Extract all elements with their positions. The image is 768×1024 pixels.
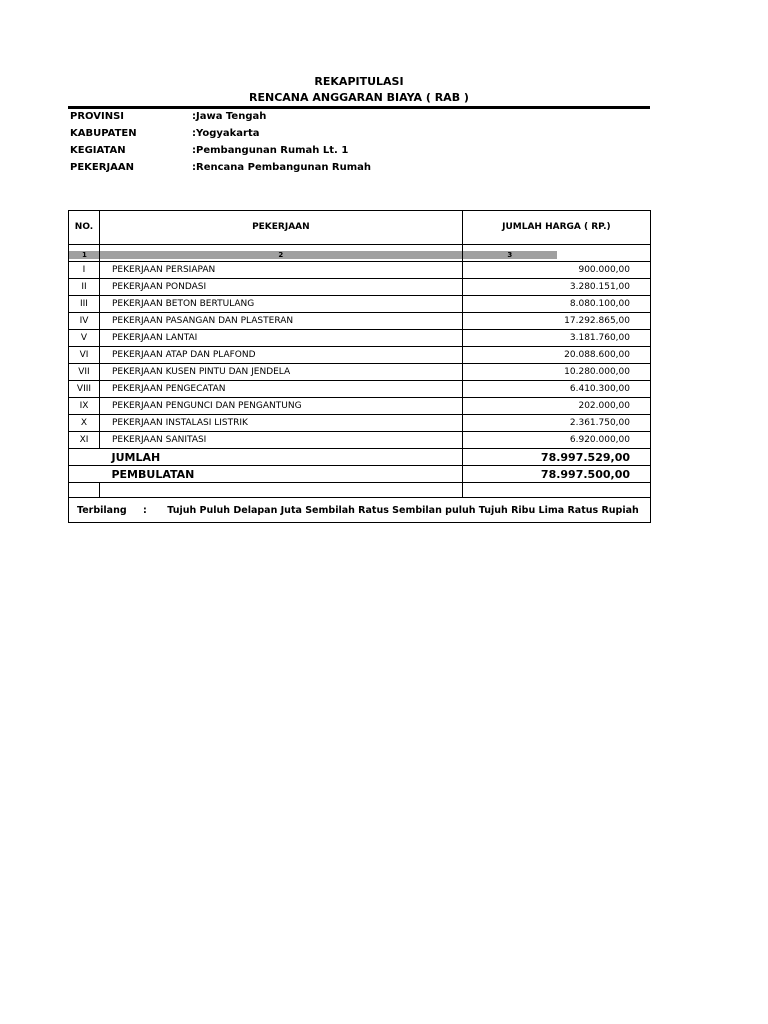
row-item: PEKERJAAN ATAP DAN PLAFOND xyxy=(99,347,462,364)
rounded-value: 78.997.500,00 xyxy=(462,466,650,483)
info-key: PEKERJAAN xyxy=(70,162,135,173)
row-no: II xyxy=(69,279,100,296)
table-row xyxy=(69,330,651,347)
table-row xyxy=(69,279,651,296)
row-amount: 6.410.300,00 xyxy=(462,381,650,398)
row-item: PEKERJAAN BETON BERTULANG xyxy=(99,296,462,313)
header-divider xyxy=(68,106,650,109)
table-row xyxy=(69,347,651,364)
total-label: JUMLAH xyxy=(99,449,462,466)
row-amount: 2.361.750,00 xyxy=(462,415,650,432)
row-item: PEKERJAAN PONDASI xyxy=(99,279,462,296)
row-amount: 3.181.760,00 xyxy=(462,330,650,347)
row-amount: 8.080.100,00 xyxy=(462,296,650,313)
table-row xyxy=(69,398,651,415)
row-no: I xyxy=(69,262,100,279)
row-no: VIII xyxy=(69,381,100,398)
table-row xyxy=(69,432,651,449)
info-key: PROVINSI xyxy=(70,111,125,122)
row-amount: 20.088.600,00 xyxy=(462,347,650,364)
col-number-3: 3 xyxy=(463,251,557,259)
rab-table xyxy=(68,210,651,523)
row-amount: 17.292.865,00 xyxy=(462,313,650,330)
header-no: NO. xyxy=(69,211,100,245)
row-item: PEKERJAAN KUSEN PINTU DAN JENDELA xyxy=(99,364,462,381)
blank-row xyxy=(69,483,651,498)
document-subtitle: RENCANA ANGGARAN BIAYA ( RAB ) xyxy=(249,91,469,104)
row-item: PEKERJAAN LANTAI xyxy=(99,330,462,347)
info-value: :Rencana Pembangunan Rumah xyxy=(192,162,372,173)
info-value: :Pembangunan Rumah Lt. 1 xyxy=(192,145,349,156)
table-row xyxy=(69,296,651,313)
row-item: PEKERJAAN PASANGAN DAN PLASTERAN xyxy=(99,313,462,330)
terbilang-separator: : xyxy=(143,504,147,516)
total-value: 78.997.529,00 xyxy=(462,449,650,466)
row-no: IX xyxy=(69,398,100,415)
row-no: III xyxy=(69,296,100,313)
info-key: KEGIATAN xyxy=(70,145,126,156)
row-item: PEKERJAAN PERSIAPAN xyxy=(99,262,462,279)
row-amount: 3.280.151,00 xyxy=(462,279,650,296)
col-number-1: 1 xyxy=(69,251,99,259)
row-item: PEKERJAAN SANITASI xyxy=(99,432,462,449)
row-no: VI xyxy=(69,347,100,364)
info-value: :Yogyakarta xyxy=(192,128,260,139)
table-row xyxy=(69,262,651,279)
rounded-label: PEMBULATAN xyxy=(99,466,462,483)
row-no: IV xyxy=(69,313,100,330)
header-pekerjaan: PEKERJAAN xyxy=(99,211,462,245)
row-no: V xyxy=(69,330,100,347)
table-header-row xyxy=(69,211,651,245)
table-row xyxy=(69,364,651,381)
table-body xyxy=(69,262,651,449)
info-key: KABUPATEN xyxy=(70,128,137,139)
row-item: PEKERJAAN INSTALASI LISTRIK xyxy=(99,415,462,432)
header-jumlah-harga: JUMLAH HARGA ( RP.) xyxy=(462,211,650,245)
info-value: :Jawa Tengah xyxy=(192,111,267,122)
row-amount: 10.280.000,00 xyxy=(462,364,650,381)
row-no: VII xyxy=(69,364,100,381)
terbilang-text: Tujuh Puluh Delapan Juta Sembilah Ratus Sembilan puluh Tujuh Ribu Lima Ratus Rupiah xyxy=(167,504,639,516)
row-item: PEKERJAAN PENGUNCI DAN PENGANTUNG xyxy=(99,398,462,415)
terbilang-cell xyxy=(69,498,651,523)
row-amount: 900.000,00 xyxy=(462,262,650,279)
row-amount: 202.000,00 xyxy=(462,398,650,415)
col-number-2: 2 xyxy=(100,251,462,259)
row-item: PEKERJAAN PENGECATAN xyxy=(99,381,462,398)
terbilang-row xyxy=(69,498,651,523)
table-row xyxy=(69,313,651,330)
table-row xyxy=(69,381,651,398)
row-no: XI xyxy=(69,432,100,449)
total-row xyxy=(69,449,651,466)
table-row xyxy=(69,415,651,432)
column-number-row xyxy=(69,245,651,262)
rounded-row xyxy=(69,466,651,483)
terbilang-label: Terbilang xyxy=(77,504,127,516)
row-no: X xyxy=(69,415,100,432)
row-amount: 6.920.000,00 xyxy=(462,432,650,449)
document-title: REKAPITULASI xyxy=(314,75,404,88)
